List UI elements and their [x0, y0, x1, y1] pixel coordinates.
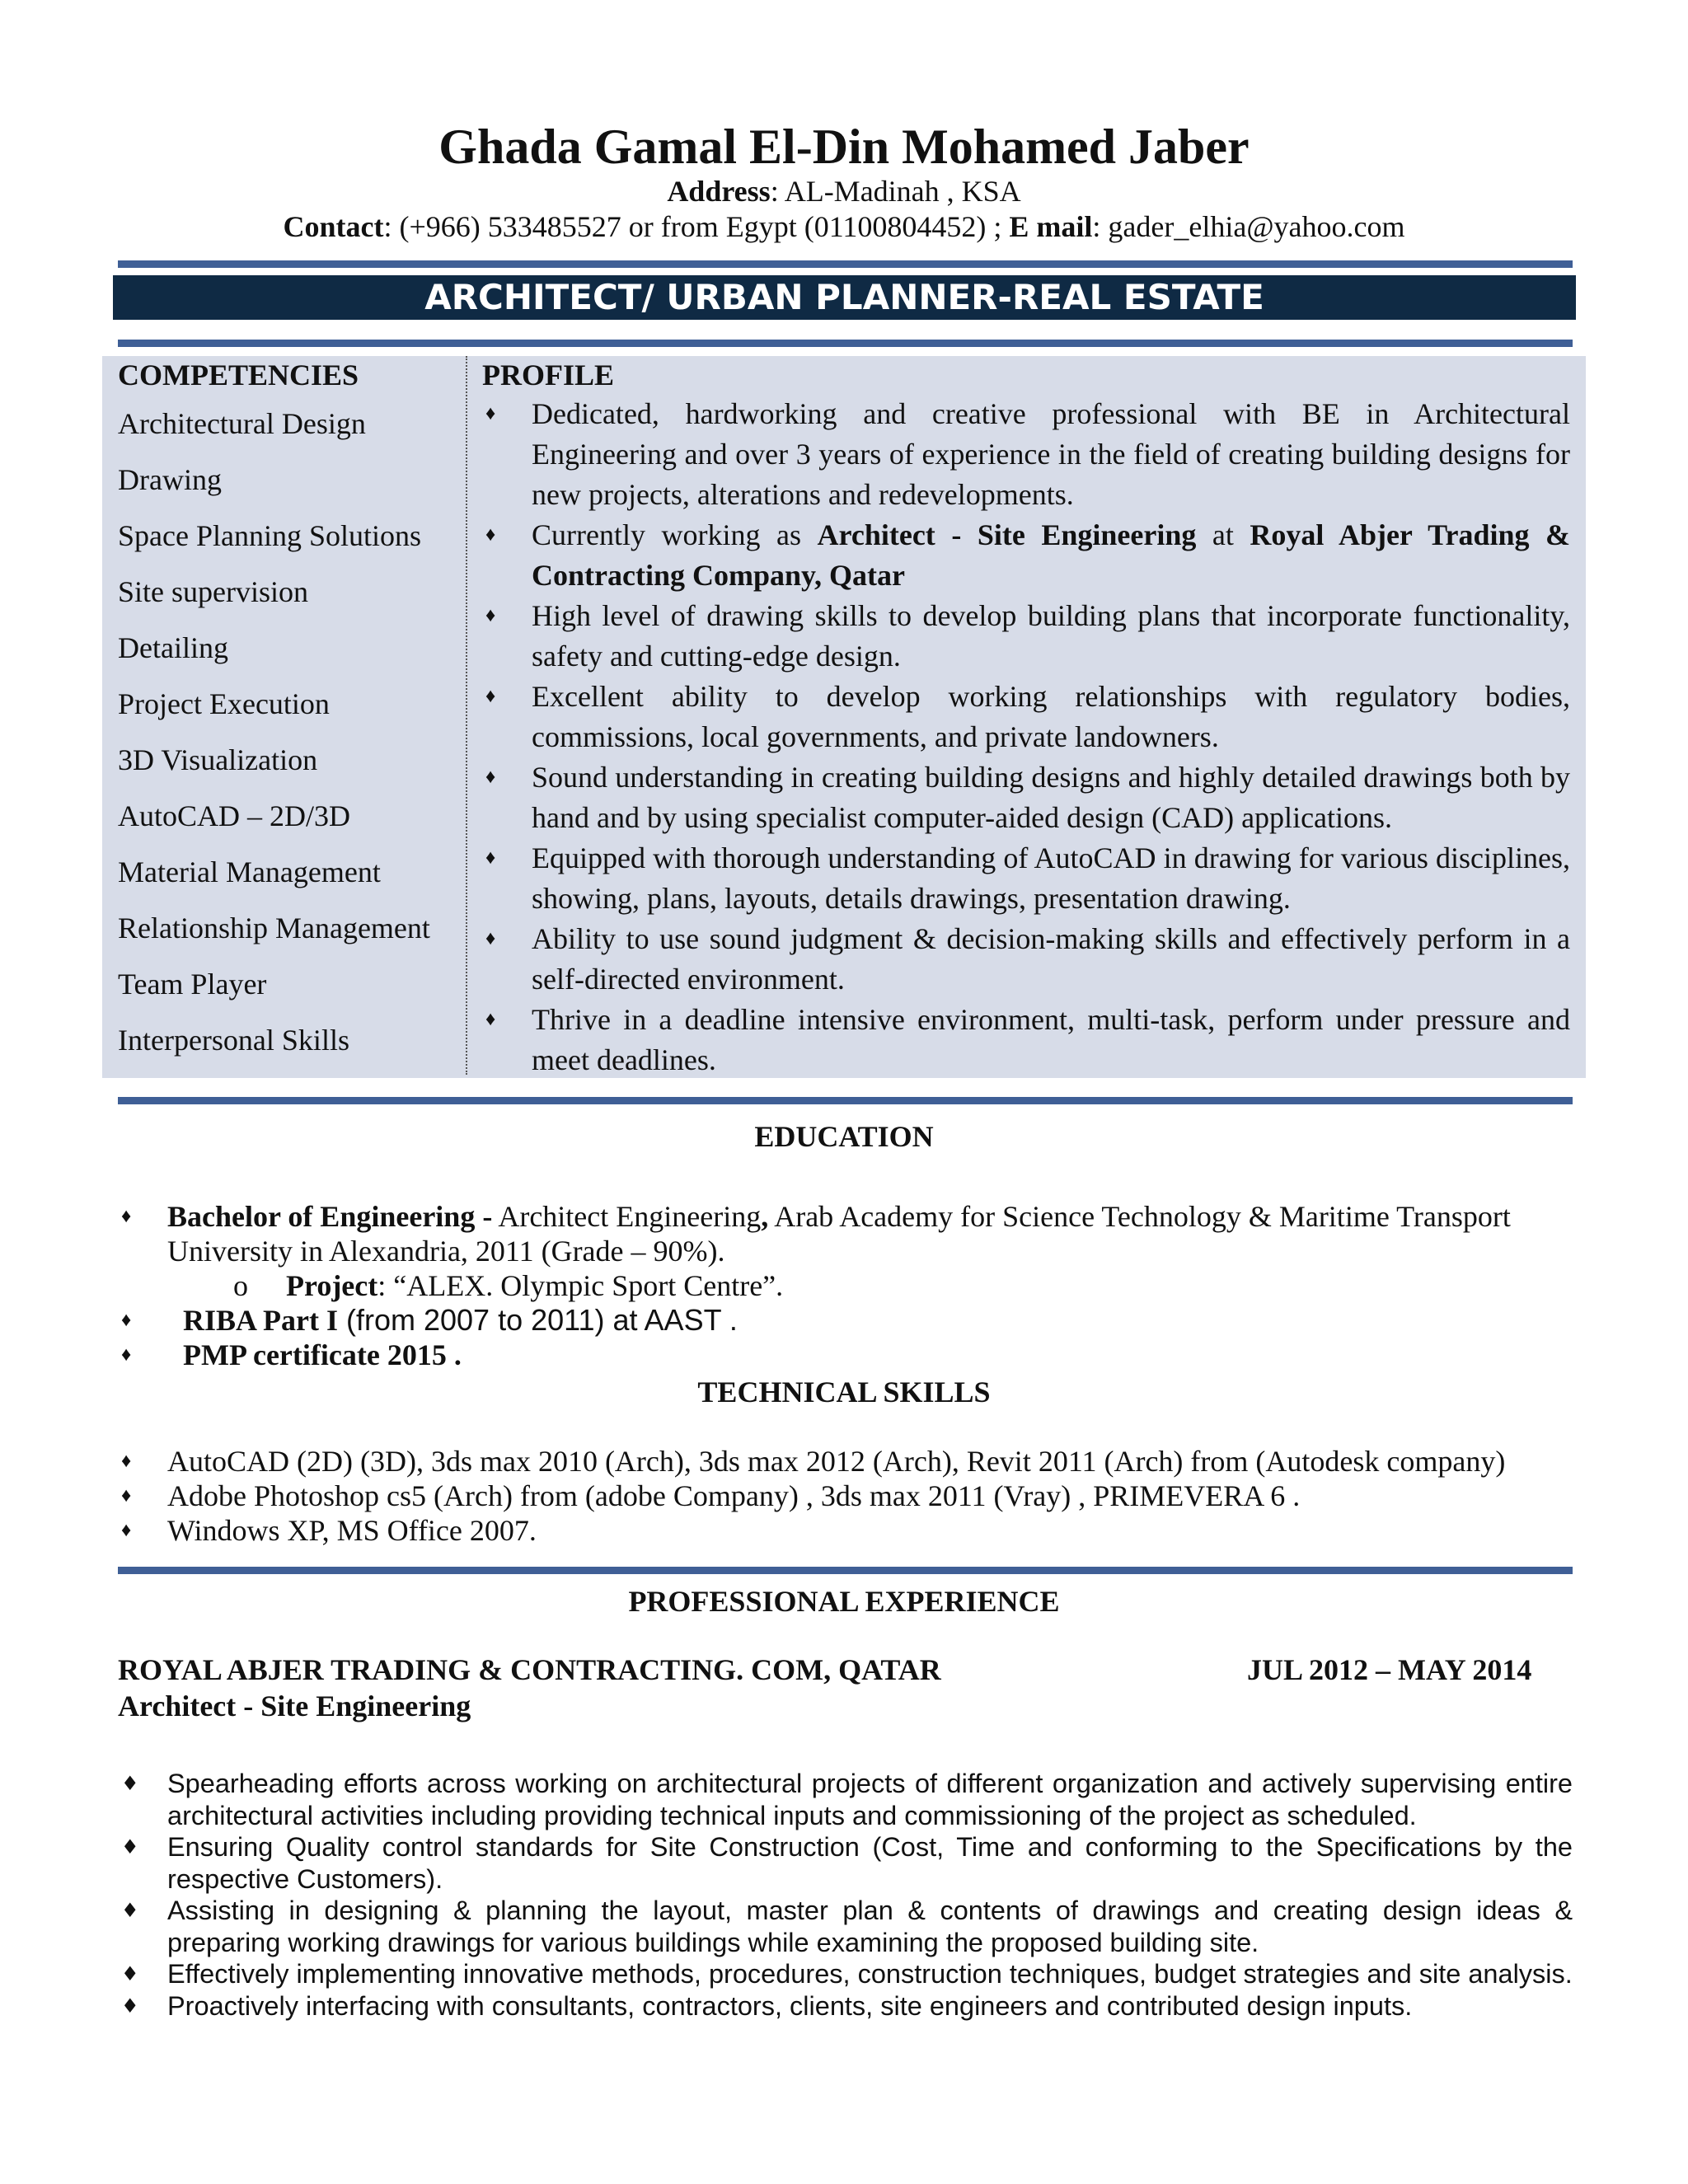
experience-text: Spearheading efforts across working on architectural projects of different organization and actively supervising entire architectural activities including providing technical inputs and commissioning of the project as scheduled. [167, 1769, 1573, 1830]
email-value: : gader_elhia@yahoo.com [1092, 210, 1405, 243]
education-riba [118, 1303, 1573, 1338]
diamond-bullet-icon: ♦ [121, 1962, 139, 1985]
diamond-bullet-icon: ♦ [121, 1994, 139, 2018]
email-label: E mail [1009, 210, 1093, 243]
experience-item [118, 1990, 1573, 2022]
experience-text: Ensuring Quality control standards for Site Construction (Cost, Time and conforming to the Specifications by the respective Customers). [167, 1832, 1573, 1894]
diamond-bullet-icon: ♦ [121, 1835, 139, 1858]
contact-label: Contact [283, 210, 384, 243]
experience-text: Assisting in designing & planning the layout, master plan & contents of drawings and creating design ideas & preparing working drawings for various buildings while examining the proposed building site. [167, 1896, 1573, 1957]
diamond-bullet-icon: ♦ [121, 1899, 139, 1922]
diamond-bullet-icon: ♦ [485, 524, 496, 546]
education-heading: EDUCATION [754, 1120, 934, 1153]
diamond-bullet-icon: ♦ [485, 928, 496, 949]
profile-text: Dedicated, hardworking and creative professional with BE in Architectural Engineering and over 3 years of experience in the field of creating building designs for new projects, alterations and redevelopments. [532, 397, 1570, 511]
profile-text: Equipped with thorough understanding of AutoCAD in drawing for various disciplines, showing, plans, layouts, details drawings, presentation drawing. [532, 841, 1570, 915]
employer-name: ROYAL ABJER TRADING & CONTRACTING. COM, QATAR [118, 1653, 941, 1686]
header-rule-top [118, 260, 1573, 268]
experience-heading: PROFESSIONAL EXPERIENCE [628, 1585, 1060, 1618]
address-label: Address [667, 175, 771, 208]
circle-bullet-icon: o [233, 1269, 248, 1302]
project-value: : “ALEX. Olympic Sport Centre”. [377, 1269, 784, 1302]
competency-item: Team Player [118, 968, 267, 1001]
address-line [0, 173, 1688, 209]
experience-item [118, 1895, 1573, 1958]
technical-skill-item [118, 1513, 1573, 1548]
title-banner: ARCHITECT/ URBAN PLANNER-REAL ESTATE [113, 275, 1576, 320]
competency-item: Interpersonal Skills [118, 1024, 349, 1057]
diamond-bullet-icon: ♦ [121, 1310, 132, 1331]
diamond-bullet-icon: ♦ [485, 403, 496, 424]
profile-item [482, 596, 1570, 677]
technical-skill-text: Adobe Photoshop cs5 (Arch) from (adobe Company) , 3ds max 2011 (Vray) , PRIMEVERA 6 . [167, 1479, 1301, 1512]
technical-skills-heading: TECHNICAL SKILLS [697, 1376, 991, 1408]
diamond-bullet-icon: ♦ [121, 1206, 132, 1227]
education-project [118, 1268, 1573, 1303]
experience-list [118, 1768, 1573, 2022]
diamond-bullet-icon: ♦ [121, 1485, 132, 1507]
contact-value: : (+966) 533485527 or from Egypt (01100804452) ; [383, 210, 1010, 243]
address-value: : AL-Madinah , KSA [770, 175, 1021, 208]
experience-item [118, 1831, 1573, 1895]
degree-name: Bachelor of Engineering - [167, 1200, 493, 1233]
competency-item: 3D Visualization [118, 743, 318, 776]
degree-institution: Arab Academy for Science Technology & Maritime Transport University in Alexandria, 2011 (Grade – 90%). [167, 1200, 1511, 1268]
technical-skills-list [118, 1444, 1573, 1548]
candidate-name: Ghada Gamal El-Din Mohamed Jaber [438, 120, 1250, 174]
header-rule-bottom [118, 340, 1573, 347]
technical-skill-item [118, 1479, 1573, 1513]
experience-text: Effectively implementing innovative methods, procedures, construction techniques, budget strategies and site analysis. [167, 1959, 1573, 1989]
competency-item: Detailing [118, 631, 228, 664]
education-pmp [118, 1338, 1573, 1372]
diamond-bullet-icon: ♦ [121, 1451, 132, 1472]
competencies-list [118, 396, 430, 1068]
profile-item [482, 757, 1570, 838]
experience-item [118, 1768, 1573, 1831]
competency-item: Architectural Design [118, 407, 366, 440]
job-title: Architect - Site Engineering [118, 1690, 471, 1722]
profile-text: Ability to use sound judgment & decision-making skills and effectively perform in a self-directed environment. [532, 922, 1570, 996]
degree-field: Architect Engineering [492, 1200, 762, 1233]
column-divider [466, 356, 467, 1075]
current-company: Royal Abjer Trading & Contracting Company, Qatar [532, 518, 1571, 592]
profile-item [482, 1000, 1570, 1080]
diamond-bullet-icon: ♦ [121, 1344, 132, 1366]
diamond-bullet-icon: ♦ [485, 847, 496, 869]
profile-heading: PROFILE [482, 359, 615, 391]
profile-text: Currently working as [532, 518, 818, 551]
section-rule-education [118, 1097, 1573, 1104]
education-degree [118, 1199, 1573, 1268]
pmp-certificate: PMP certificate 2015 . [183, 1338, 462, 1371]
diamond-bullet-icon: ♦ [485, 605, 496, 626]
profile-item [482, 394, 1570, 515]
profile-item [482, 515, 1570, 596]
diamond-bullet-icon: ♦ [485, 686, 496, 707]
competency-item: Space Planning Solutions [118, 519, 421, 552]
profile-text: Excellent ability to develop working relationships with regulatory bodies, commissions, local governments, and private landowners. [532, 680, 1570, 753]
competency-item: Drawing [118, 463, 222, 496]
current-role: Architect - Site Engineering [817, 518, 1197, 551]
profile-text: Sound understanding in creating building designs and highly detailed drawings both by hand and by using specialist computer-aided design (CAD) applications. [532, 761, 1570, 834]
competency-item: Site supervision [118, 575, 308, 608]
competency-item: AutoCAD – 2D/3D [118, 799, 351, 832]
profile-item [482, 919, 1570, 1000]
experience-text: Proactively interfacing with consultants, contractors, clients, site engineers and contributed design inputs. [167, 1990, 1413, 2021]
diamond-bullet-icon: ♦ [485, 766, 496, 788]
project-label: Project [286, 1269, 378, 1302]
competencies-heading: COMPETENCIES [118, 359, 359, 391]
diamond-bullet-icon: ♦ [121, 1772, 139, 1795]
profile-text: Thrive in a deadline intensive environment, multi-task, perform under pressure and meet deadlines. [532, 1003, 1570, 1076]
diamond-bullet-icon: ♦ [485, 1009, 496, 1030]
technical-skill-item [118, 1444, 1573, 1479]
profile-text: High level of drawing skills to develop building plans that incorporate functionality, safety and cutting-edge design. [532, 599, 1570, 673]
employment-dates: JUL 2012 – MAY 2014 [1247, 1653, 1532, 1686]
education-list [118, 1199, 1573, 1372]
profile-text: at [1196, 518, 1250, 551]
technical-skill-text: AutoCAD (2D) (3D), 3ds max 2010 (Arch), 3ds max 2012 (Arch), Revit 2011 (Arch) from (Autodesk company) [167, 1445, 1506, 1478]
diamond-bullet-icon: ♦ [121, 1520, 132, 1541]
riba-detail: (from 2007 to 2011) at AAST . [338, 1303, 738, 1337]
profile-item [482, 838, 1570, 919]
experience-item [118, 1958, 1573, 1990]
competency-item: Material Management [118, 855, 381, 888]
competency-item: Relationship Management [118, 912, 430, 944]
contact-line [0, 209, 1688, 245]
technical-skill-text: Windows XP, MS Office 2007. [167, 1514, 537, 1547]
profile-item [482, 677, 1570, 757]
profile-list [482, 394, 1570, 1080]
section-rule-experience [118, 1567, 1573, 1574]
degree-comma: , [761, 1200, 769, 1233]
competency-item: Project Execution [118, 687, 330, 720]
riba-name: RIBA Part I [183, 1304, 338, 1337]
